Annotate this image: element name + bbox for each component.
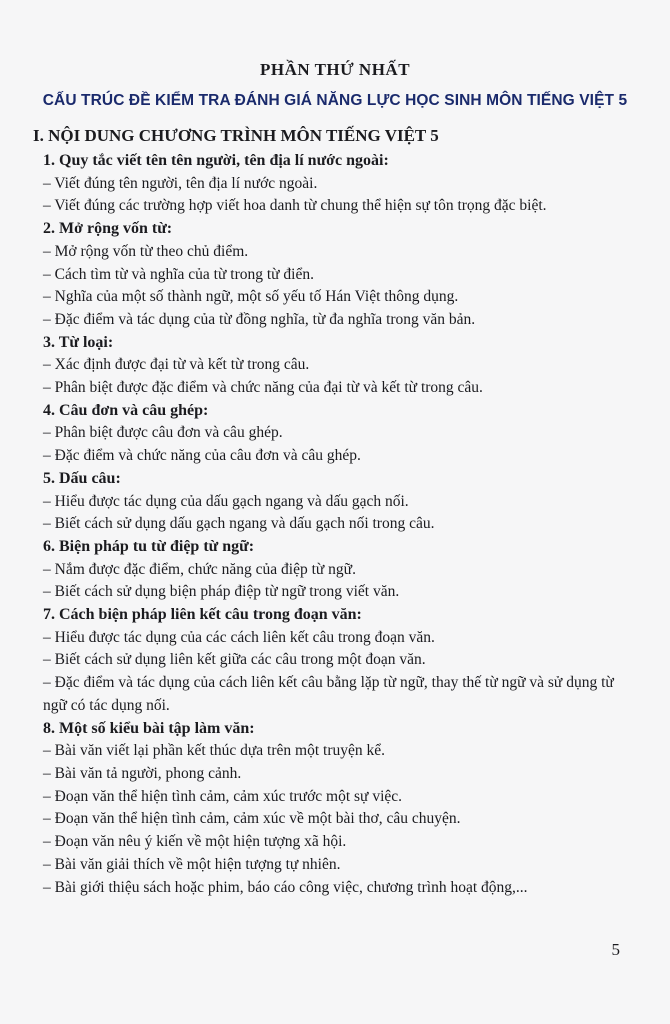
list-item: – Biết cách sử dụng liên kết giữa các câu trong một đoạn văn.: [43, 651, 426, 669]
list-item: – Bài văn viết lại phần kết thúc dựa trên một truyện kể.: [43, 742, 385, 760]
part-title: PHẦN THỨ NHẤT: [259, 60, 411, 79]
list-item: – Cách tìm từ và nghĩa của từ trong từ điển.: [43, 265, 314, 283]
list-item: – Mở rộng vốn từ theo chủ điểm.: [43, 242, 249, 260]
page-number: 5: [611, 940, 620, 959]
group-title: 6. Biện pháp tu từ điệp từ ngữ:: [43, 537, 255, 555]
list-item: – Nắm được đặc điểm, chức năng của điệp từ ngữ.: [43, 560, 356, 578]
list-item: – Biết cách sử dụng dấu gạch ngang và dấu gạch nối trong câu.: [43, 515, 435, 533]
group-title: 2. Mở rộng vốn từ:: [43, 220, 173, 238]
list-item: – Đoạn văn nêu ý kiến về một hiện tượng xã hội.: [43, 833, 347, 851]
group-3: [33, 332, 633, 400]
group-7: [33, 604, 633, 718]
group-5: [33, 468, 633, 536]
list-item: – Đoạn văn thể hiện tình cảm, cảm xúc về một bài thơ, câu chuyện.: [43, 810, 461, 828]
list-item: – Biết cách sử dụng biện pháp điệp từ ngữ trong viết văn.: [43, 583, 400, 601]
group-title: 1. Quy tắc viết tên tên người, tên địa lí nước ngoài:: [43, 152, 389, 169]
group-2: [33, 218, 633, 332]
list-item: – Đoạn văn thể hiện tình cảm, cảm xúc trước một sự việc.: [43, 787, 403, 805]
group-1: [33, 150, 633, 218]
list-item: – Phân biệt được đặc điểm và chức năng của đại từ và kết từ trong câu.: [43, 379, 483, 397]
group-title: 8. Một số kiểu bài tập làm văn:: [43, 719, 255, 737]
group-title: 7. Cách biện pháp liên kết câu trong đoạn văn:: [43, 606, 362, 624]
list-item: – Viết đúng các trường hợp viết hoa danh từ chung thể hiện sự tôn trọng đặc biệt.: [43, 197, 547, 215]
list-item: – Phân biệt được câu đơn và câu ghép.: [43, 424, 283, 442]
list-item: – Bài văn giải thích về một hiện tượng tự nhiên.: [43, 855, 341, 873]
group-title: 5. Dấu câu:: [43, 469, 121, 487]
section-heading: I. NỘI DUNG CHƯƠNG TRÌNH MÔN TIẾNG VIỆT 5: [33, 126, 439, 145]
list-item: – Xác định được đại từ và kết từ trong câu.: [43, 356, 310, 374]
group-title: 4. Câu đơn và câu ghép:: [43, 401, 209, 419]
list-item: – Hiểu được tác dụng của dấu gạch ngang và dấu gạch nối.: [43, 492, 409, 510]
list-item: – Viết đúng tên người, tên địa lí nước ngoài.: [43, 174, 318, 192]
group-8: [33, 718, 633, 900]
content-body: [33, 124, 633, 899]
document-subtitle: CẤU TRÚC ĐỀ KIỂM TRA ĐÁNH GIÁ NĂNG LỰC HỌC SINH MÔN TIẾNG VIỆT 5: [42, 92, 628, 109]
list-item: – Đặc điểm và tác dụng của cách liên kết câu bằng lặp từ ngữ, thay thế từ ngữ và sử dụng từ ngữ có tác dụng nối.: [43, 674, 614, 714]
group-4: [33, 400, 633, 468]
list-item: – Nghĩa của một số thành ngữ, một số yếu tố Hán Việt thông dụng.: [43, 288, 459, 306]
list-item: – Đặc điểm và tác dụng của từ đồng nghĩa, từ đa nghĩa trong văn bản.: [43, 310, 476, 328]
list-item: – Đặc điểm và chức năng của câu đơn và câu ghép.: [43, 447, 361, 465]
list-item: – Hiểu được tác dụng của các cách liên kết câu trong đoạn văn.: [43, 628, 435, 646]
group-6: [33, 536, 633, 604]
group-title: 3. Từ loại:: [43, 333, 114, 351]
list-item: – Bài văn tả người, phong cảnh.: [43, 764, 242, 782]
list-item: – Bài giới thiệu sách hoặc phim, báo cáo công việc, chương trình hoạt động,...: [43, 878, 528, 896]
